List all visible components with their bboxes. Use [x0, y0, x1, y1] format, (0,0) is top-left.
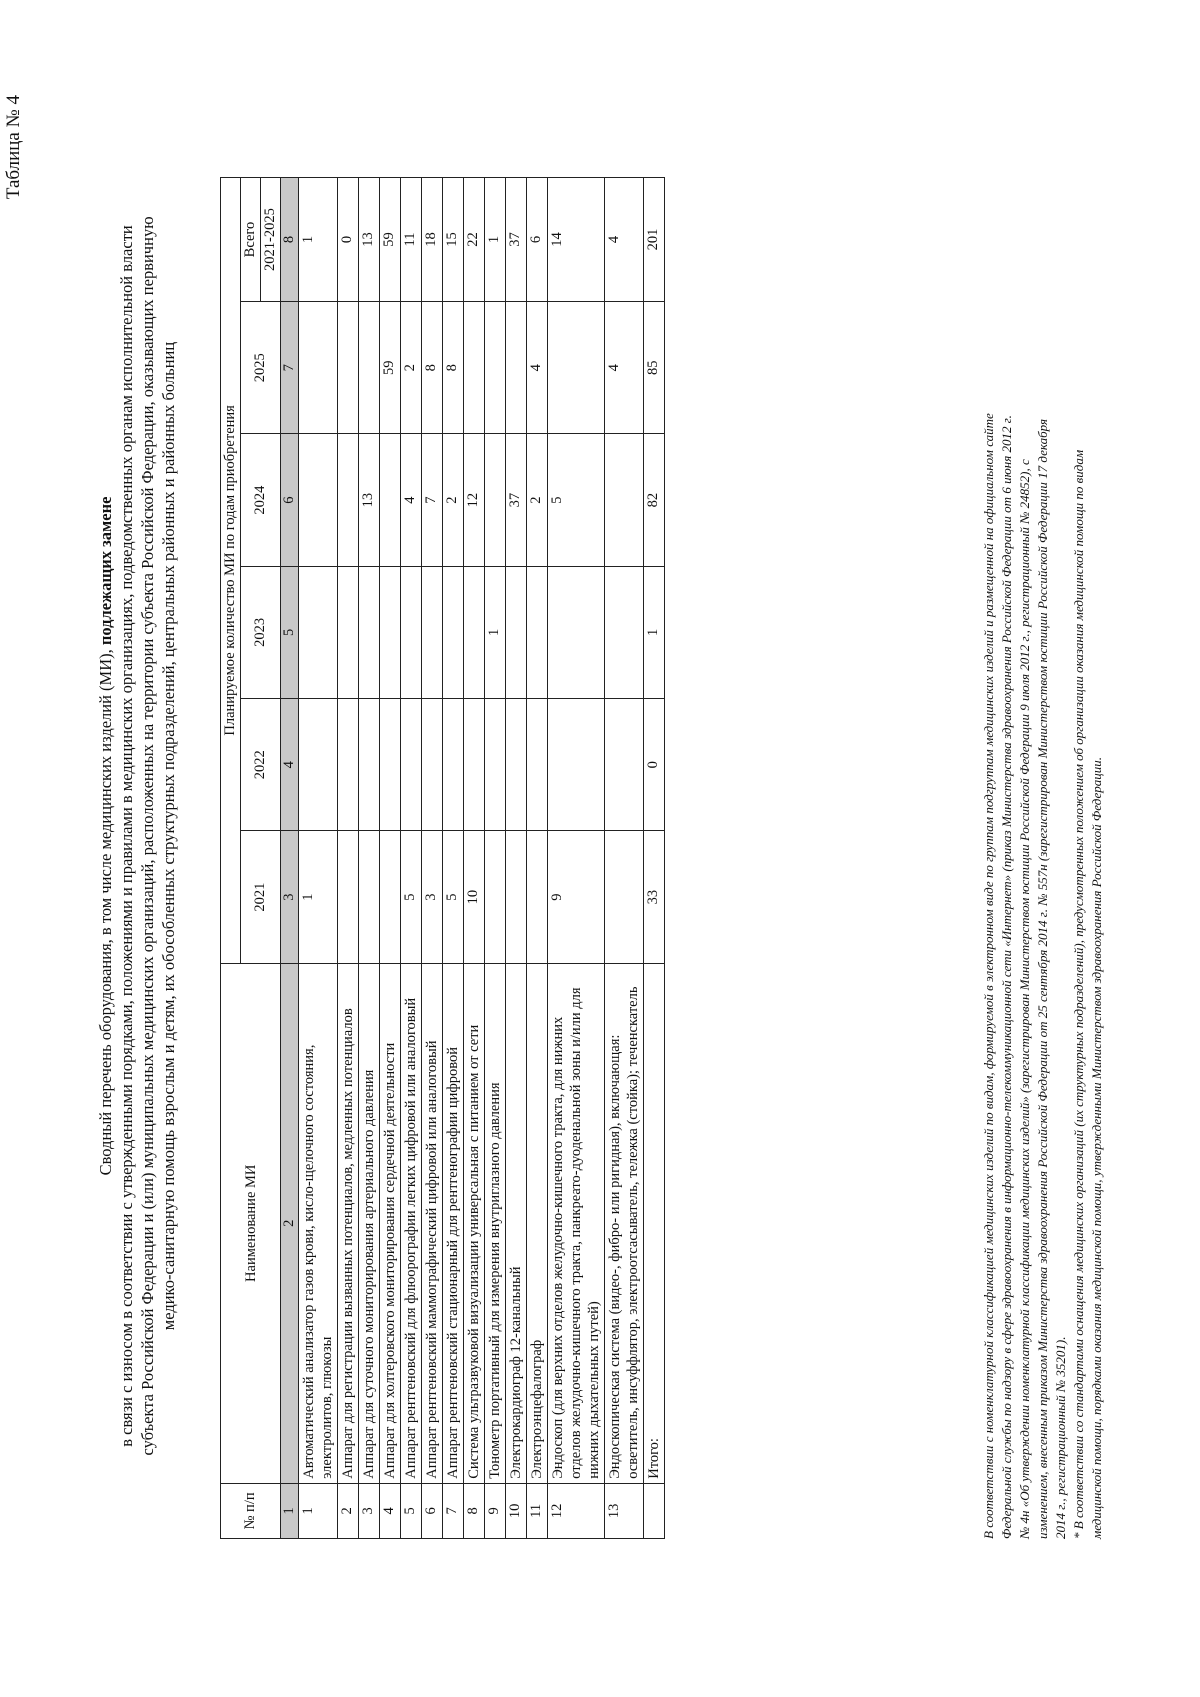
table-number: Таблица № 4 — [3, 95, 24, 200]
cell-total: 6 — [527, 178, 548, 302]
header-year-2024: 2024 — [241, 434, 281, 566]
cell-2025 — [299, 302, 338, 434]
document-title — [95, 121, 179, 1551]
row-num: 10 — [506, 1483, 527, 1538]
cell-2023 — [527, 566, 548, 698]
document-page — [0, 25, 1200, 1671]
cell-total: 37 — [506, 178, 527, 302]
cell-2024: 5 — [548, 434, 605, 566]
cell-2023 — [380, 566, 401, 698]
header-planned: Планируемое количество МИ по годам приобретения — [221, 178, 241, 964]
cell-2024: 7 — [422, 434, 443, 566]
cell-2022 — [359, 699, 380, 831]
cell-2022 — [380, 699, 401, 831]
footnote-line: * В соответствии со стандартами оснащения медицинских организаций (их структурных подразделений), предусмотренных положением об организации оказания медицинской помощи по видам — [1071, 449, 1086, 1539]
row-name: Электроэнцефалограф — [527, 963, 548, 1483]
row-num: 6 — [422, 1483, 443, 1538]
column-index: 3 — [281, 831, 299, 963]
cell-2022 — [464, 699, 485, 831]
header-year-2021: 2021 — [241, 831, 281, 963]
cell-2023 — [464, 566, 485, 698]
row-name: Аппарат для регистрации вызванных потенциалов, медленных потенциалов — [338, 963, 359, 1483]
cell-2023 — [443, 566, 464, 698]
cell-total: 14 — [548, 178, 605, 302]
row-num: 7 — [443, 1483, 464, 1538]
column-index: 5 — [281, 566, 299, 698]
row-num: 4 — [380, 1483, 401, 1538]
cell-total: 59 — [380, 178, 401, 302]
totals-row — [644, 178, 665, 1539]
column-index: 2 — [281, 963, 299, 1483]
cell-2023 — [299, 566, 338, 698]
row-num: 1 — [299, 1483, 338, 1538]
cell-2022 — [338, 699, 359, 831]
table-row — [548, 178, 605, 1539]
totals-num — [644, 1483, 665, 1538]
cell-2021 — [527, 831, 548, 963]
cell-2025 — [506, 302, 527, 434]
cell-total: 11 — [401, 178, 422, 302]
table-row — [401, 178, 422, 1539]
cell-total: 13 — [359, 178, 380, 302]
row-name: Система ультразвуковой визуализации универсальная с питанием от сети — [464, 963, 485, 1483]
footnote-line: 2014 г., регистрационный № 35201). — [1053, 1336, 1068, 1539]
table-row — [299, 178, 338, 1539]
cell-2022 — [401, 699, 422, 831]
cell-2024 — [380, 434, 401, 566]
title-line-3: субъекта Российской Федерации и (или) муниципальных медицинских организаций, расположенных на территории субъекта Российской Федерации, оказывающих первичную — [138, 216, 157, 1456]
cell-2025: 59 — [380, 302, 401, 434]
cell-2025: 8 — [443, 302, 464, 434]
cell-total: 4 — [605, 178, 644, 302]
row-num: 5 — [401, 1483, 422, 1538]
cell-2021: 3 — [422, 831, 443, 963]
cell-total: 15 — [443, 178, 464, 302]
column-index-row — [281, 178, 299, 1539]
cell-2023 — [338, 566, 359, 698]
cell-total: 1 — [299, 178, 338, 302]
cell-2021 — [506, 831, 527, 963]
row-name: Эндоскопическая система (видео-, фибро- или ригидная), включающая: осветитель, инсуффлятор, электроотсасыватель, тележка (стойка); теченскатель — [605, 963, 644, 1483]
table-row — [422, 178, 443, 1539]
column-index: 8 — [281, 178, 299, 302]
table-row — [485, 178, 506, 1539]
row-name: Аппарат рентгеновский для флюорографии легких цифровой или аналоговый — [401, 963, 422, 1483]
title-line-4: медико-санитарную помощь взрослым и детям, их обособленных структурных подразделений, центральных районных и районных больниц — [159, 341, 178, 1331]
cell-2021 — [485, 831, 506, 963]
total-all: 201 — [644, 178, 665, 302]
cell-2024: 4 — [401, 434, 422, 566]
table-body — [299, 178, 665, 1539]
header-total: Всего — [241, 178, 261, 302]
header-year-2023: 2023 — [241, 566, 281, 698]
total-2024: 82 — [644, 434, 665, 566]
title-line-1: Сводный перечень оборудования, в том числе медицинских изделий (МИ), подлежащих замене — [96, 496, 115, 1176]
cell-2023 — [401, 566, 422, 698]
header-year-2022: 2022 — [241, 699, 281, 831]
cell-2022 — [506, 699, 527, 831]
footnote-line: Федеральной службы по надзору в сфере здравоохранения в информационно-телекоммуникационной сети «Интернет» (приказ Министерства здравоохранения Российской Федерации от 6 июня 2012 г. — [999, 415, 1014, 1539]
totals-label: Итого: — [644, 963, 665, 1483]
cell-2025: 8 — [422, 302, 443, 434]
column-index: 7 — [281, 302, 299, 434]
row-name: Аппарат рентгеновский стационарный для рентгенографии цифровой — [443, 963, 464, 1483]
cell-2025: 2 — [401, 302, 422, 434]
header-year-2025: 2025 — [241, 302, 281, 434]
cell-2021 — [359, 831, 380, 963]
total-2022: 0 — [644, 699, 665, 831]
row-name: Аппарат рентгеновский маммографический цифровой или аналоговый — [422, 963, 443, 1483]
cell-2025 — [548, 302, 605, 434]
footnotes — [980, 139, 1106, 1539]
row-num: 13 — [605, 1483, 644, 1538]
footnote-line: № 4н «Об утверждении номенклатурной классификации медицинских изделий» (зарегистрирован Министерством юстиции Российской Федерации 9 июля 2012 г., регистрационный № 24852), с — [1017, 459, 1032, 1539]
cell-2024 — [485, 434, 506, 566]
row-name: Эндоскоп (для верхних отделов желудочно-кишечного тракта, для нижних отделов желудочно-кишечного тракта, панкреато-дуоденальной зоны и/или для нижних дыхательных путей) — [548, 963, 605, 1483]
table-row — [605, 178, 644, 1539]
row-num: 3 — [359, 1483, 380, 1538]
table-row — [527, 178, 548, 1539]
table-row — [338, 178, 359, 1539]
row-name: Автоматический анализатор газов крови, кисло-щелочного состояния, электролитов, глюкозы — [299, 963, 338, 1483]
footnote-line: В соответствии с номенклатурной классификацией медицинских изделий по видам, формируемой в электронном виде по группам подгруппам медицинских изделий и размещенной на официальном сайте — [981, 413, 996, 1539]
cell-2025 — [464, 302, 485, 434]
cell-2022 — [299, 699, 338, 831]
row-num: 9 — [485, 1483, 506, 1538]
cell-2025: 4 — [527, 302, 548, 434]
row-name: Аппарат для суточного мониторирования артериального давления — [359, 963, 380, 1483]
title-line-2: в связи с износом в соответствии с утвержденными порядками, положениями и правилами в медицинских организациях, подведомственных органам исполнительной власти — [117, 225, 136, 1447]
cell-2024 — [605, 434, 644, 566]
cell-total: 1 — [485, 178, 506, 302]
row-num: 8 — [464, 1483, 485, 1538]
cell-2022 — [605, 699, 644, 831]
cell-2021 — [605, 831, 644, 963]
cell-2024: 37 — [506, 434, 527, 566]
cell-2023 — [506, 566, 527, 698]
cell-2022 — [443, 699, 464, 831]
column-index: 1 — [281, 1483, 299, 1538]
row-name: Тонометр портативный для измерения внутриглазного давления — [485, 963, 506, 1483]
cell-2021: 1 — [299, 831, 338, 963]
table-row — [443, 178, 464, 1539]
equipment-table — [220, 177, 665, 1539]
header-num: № п/п — [221, 1483, 281, 1538]
row-num: 2 — [338, 1483, 359, 1538]
row-num: 12 — [548, 1483, 605, 1538]
cell-total: 18 — [422, 178, 443, 302]
footnote-line: изменением, внесенным приказом Министерства здравоохранения Российской Федерации от 25 сентября 2014 г. № 557н (зарегистрирован Министерством юстиции Российской Федерации 17 декабря — [1035, 418, 1050, 1539]
cell-2021 — [338, 831, 359, 963]
total-2025: 85 — [644, 302, 665, 434]
cell-2021: 9 — [548, 831, 605, 963]
cell-2025 — [485, 302, 506, 434]
cell-2021 — [380, 831, 401, 963]
cell-2022 — [422, 699, 443, 831]
cell-2023 — [422, 566, 443, 698]
cell-2022 — [548, 699, 605, 831]
title-emphasis: подлежащих замене — [96, 496, 115, 646]
column-index: 6 — [281, 434, 299, 566]
cell-2025 — [338, 302, 359, 434]
total-2021: 33 — [644, 831, 665, 963]
cell-2023 — [605, 566, 644, 698]
table-row — [464, 178, 485, 1539]
table-row — [380, 178, 401, 1539]
cell-2021: 10 — [464, 831, 485, 963]
cell-2023 — [359, 566, 380, 698]
row-name: Электрокардиограф 12-канальный — [506, 963, 527, 1483]
cell-2024: 2 — [443, 434, 464, 566]
table-row — [506, 178, 527, 1539]
cell-2024: 2 — [527, 434, 548, 566]
cell-total: 0 — [338, 178, 359, 302]
column-index: 4 — [281, 699, 299, 831]
cell-2024 — [299, 434, 338, 566]
cell-2024: 13 — [359, 434, 380, 566]
cell-2023 — [548, 566, 605, 698]
cell-2022 — [485, 699, 506, 831]
cell-2024 — [338, 434, 359, 566]
cell-2025 — [359, 302, 380, 434]
footnote-line: медицинской помощи, порядками оказания медицинской помощи, утвержденными Министерством здравоохранения Российской Федерации. — [1089, 757, 1104, 1539]
header-name: Наименование МИ — [221, 963, 281, 1483]
cell-2021: 5 — [443, 831, 464, 963]
cell-2024: 12 — [464, 434, 485, 566]
cell-2025: 4 — [605, 302, 644, 434]
table-row — [359, 178, 380, 1539]
total-2023: 1 — [644, 566, 665, 698]
cell-2023: 1 — [485, 566, 506, 698]
cell-total: 22 — [464, 178, 485, 302]
row-num: 11 — [527, 1483, 548, 1538]
row-name: Аппарат для холтеровского мониторирования сердечной деятельности — [380, 963, 401, 1483]
header-total-range: 2021-2025 — [261, 178, 281, 302]
cell-2022 — [527, 699, 548, 831]
header-row-1 — [221, 178, 241, 1539]
cell-2021: 5 — [401, 831, 422, 963]
